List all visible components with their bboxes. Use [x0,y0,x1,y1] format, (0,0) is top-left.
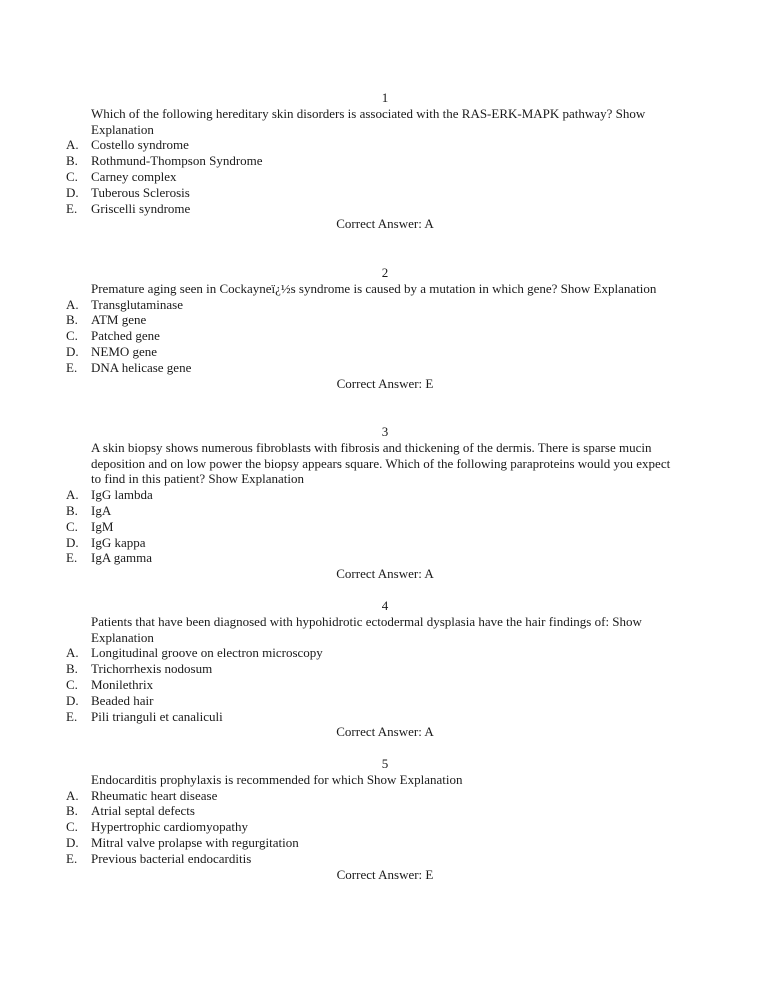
option-c: C. Hypertrophic cardiomyopathy [66,819,249,835]
question-1 [0,90,768,232]
option-a: A. Rheumatic heart disease [66,787,218,803]
question-5 [0,756,768,882]
question-number: 2 [381,265,389,280]
question-number: 1 [381,90,389,105]
question-2 [0,265,768,391]
option-b: B. Trichorrhexis nodosum [66,661,213,677]
option-d: D. NEMO gene [66,343,158,359]
question-3 [0,424,768,582]
question-stem: A skin biopsy shows numerous fibroblasts with fibrosis and thickening of the dermis. There is sparse mucin deposition and on low power the biopsy appears square. Which of the following paraproteins would you expect to find in this patient? Show Explanation [91,439,671,487]
option-b: B. IgA [66,502,112,518]
option-b: B. Rothmund-Thompson Syndrome [66,153,263,169]
option-d: D. Tuberous Sclerosis [66,184,190,200]
option-b: B. ATM gene [66,312,147,328]
option-d: D. Beaded hair [66,692,154,708]
question-4 [0,598,768,740]
correct-answer: Correct Answer: E [336,375,434,391]
question-number: 5 [381,756,389,771]
option-c: C. Patched gene [66,328,160,344]
correct-answer: Correct Answer: A [336,724,434,740]
option-d: D. IgG kappa [66,534,146,550]
question-stem: Which of the following hereditary skin disorders is associated with the RAS-ERK-MAPK pathway? Show Explanation [91,105,646,137]
correct-answer: Correct Answer: A [336,216,434,232]
option-e: E. Griscelli syndrome [66,200,191,216]
question-stem: Endocarditis prophylaxis is recommended for which Show Explanation [91,771,463,787]
question-number: 4 [381,598,389,613]
option-c: C. IgM [66,518,114,534]
option-a: A. IgG lambda [66,487,153,503]
option-a: A. Costello syndrome [66,137,189,153]
option-e: E. Previous bacterial endocarditis [66,850,252,866]
option-a: A. Transglutaminase [66,296,183,312]
option-a: A. Longitudinal groove on electron microscopy [66,645,323,661]
option-c: C. Carney complex [66,168,177,184]
option-e: E. DNA helicase gene [66,359,192,375]
question-stem: Patients that have been diagnosed with hypohidrotic ectodermal dysplasia have the hair findings of: Show Explanation [91,613,642,645]
option-b: B. Atrial septal defects [66,803,195,819]
option-d: D. Mitral valve prolapse with regurgitation [66,834,299,850]
question-stem: Premature aging seen in Cockayneï¿½s syndrome is caused by a mutation in which gene? Show Explanation [91,280,657,296]
question-number: 3 [381,424,389,439]
correct-answer: Correct Answer: A [336,566,434,582]
option-e: E. Pili trianguli et canaliculi [66,708,223,724]
correct-answer: Correct Answer: E [336,866,434,882]
option-c: C. Monilethrix [66,676,154,692]
option-e: E. IgA gamma [66,550,153,566]
